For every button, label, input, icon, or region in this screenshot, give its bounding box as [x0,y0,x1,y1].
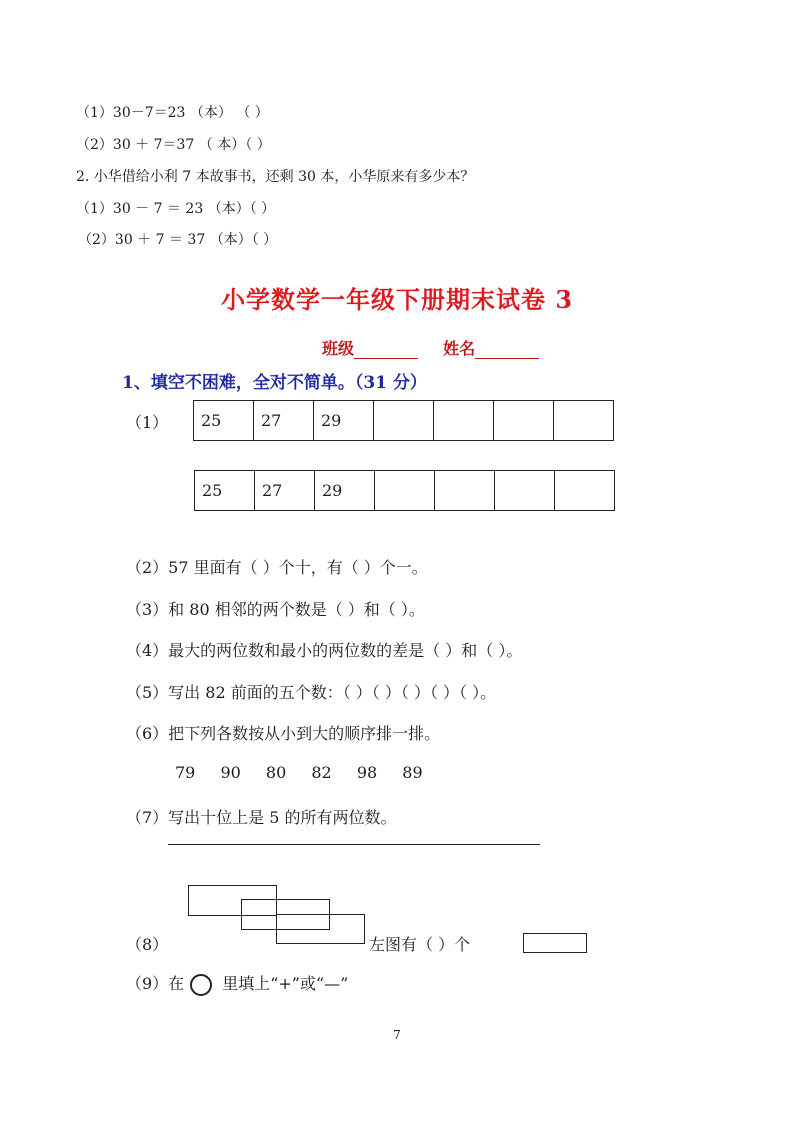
top-line-4: （2）30 ＋ 7 ＝ 37 （本）（ ） [78,232,278,248]
top-line-2: （2）30 ＋ 7＝37 （ 本）（ ） [76,137,271,153]
name-blank[interactable] [475,342,539,359]
name-label: 姓名 [443,339,476,358]
list-item: 79 [175,763,196,782]
class-label: 班级 [322,339,355,358]
q1-label: （1） [126,413,169,432]
grid-cell-blank[interactable] [435,471,495,511]
number-grid-1 [193,400,614,441]
q9-suffix: 里填上“+”或“—” [222,974,349,993]
grid-cell: 27 [254,401,314,441]
grid-cell: 27 [255,471,315,511]
grid-cell-blank[interactable] [494,401,554,441]
top-line-1: （1）30－7＝23 （本） （ ） [76,105,269,121]
grid-cell-blank[interactable] [555,471,615,511]
grid-cell-blank[interactable] [434,401,494,441]
list-item: 80 [265,763,287,782]
top-line-3: （1）30 － 7 ＝ 23 （本）（ ） [76,201,276,217]
table-row [194,401,614,441]
q8-text: 左图有（ ）个 [369,935,471,954]
student-info [322,336,539,359]
grid-cell-blank[interactable] [375,471,435,511]
grid-cell-blank[interactable] [495,471,555,511]
grid-cell-blank[interactable] [374,401,434,441]
question-6: （6）把下列各数按从小到大的顺序排一排。 [126,724,441,743]
list-item: 90 [220,763,241,782]
table-row [195,471,615,511]
list-item: 82 [311,763,332,782]
q6-number-list [175,763,443,782]
page-title: 小学数学一年级下册期末试卷 3 [220,285,574,314]
q8-label: （8） [126,935,169,954]
grid-cell: 25 [195,471,255,511]
figure-rect-3 [276,914,365,944]
grid-cell-blank[interactable] [554,401,614,441]
question-9 [126,971,348,996]
class-blank[interactable] [354,342,418,359]
circle-icon [190,974,212,996]
question-3: （3）和 80 相邻的两个数是（ ）和（ ）。 [126,600,425,619]
grid-cell: 29 [315,471,375,511]
list-item: 98 [356,763,378,782]
section-1-heading: 1、填空不困难，全对不简单。（31 分） [122,373,427,393]
answer-line[interactable] [168,844,540,845]
question-4: （4）最大的两位数和最小的两位数的差是（ ）和（ ）。 [126,641,523,660]
rectangle-shape-icon [523,933,587,953]
question-7: （7）写出十位上是 5 的所有两位数。 [126,808,397,827]
list-item: 89 [402,763,423,782]
number-grid-2 [194,470,615,511]
page-number: 7 [393,1028,401,1042]
grid-cell: 29 [314,401,374,441]
grid-cell: 25 [194,401,254,441]
question-5: （5）写出 82 前面的五个数：（ ）（ ）（ ）（ ）（ ）。 [126,683,497,702]
q9-prefix: （9）在 [126,974,185,993]
question-2: （2）57 里面有（ ）个十，有（ ）个一。 [126,558,428,577]
question-2-text: 2. 小华借给小利 7 本故事书，还剩 30 本，小华原来有多少本？ [76,169,475,185]
